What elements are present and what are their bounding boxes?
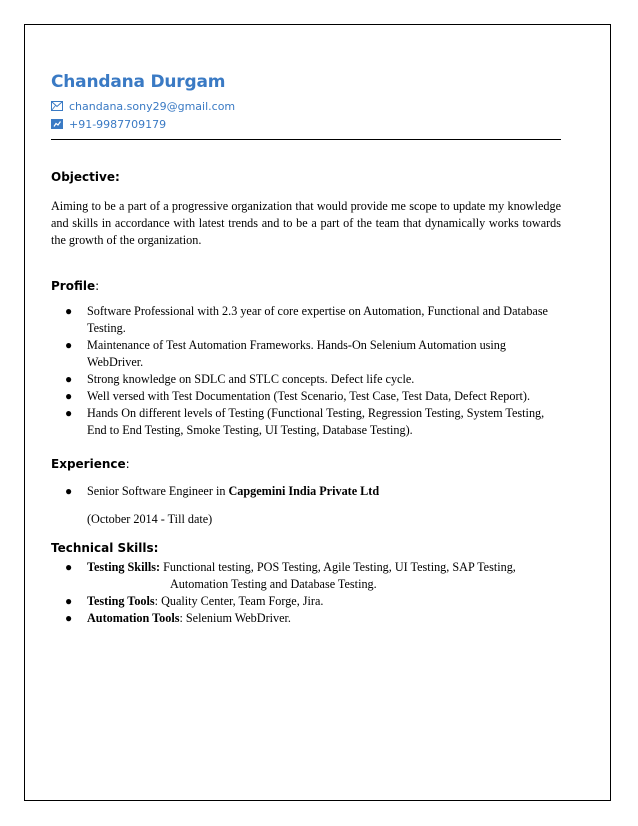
profile-heading-text: Profile (51, 279, 96, 293)
envelope-icon (51, 101, 63, 111)
automation-tools-label: Automation Tools (87, 611, 180, 625)
testing-tools-value: : Quality Center, Team Forge, Jira. (154, 594, 324, 608)
automation-tools-value: : Selenium WebDriver. (179, 611, 291, 625)
list-item: ● Testing Tools: Quality Center, Team Forge, Jira. (65, 594, 324, 608)
list-item: ● Testing Skills: Functional testing, POS Testing, Agile Testing, UI Testing, SAP Testing, Automation Testing and Database Testing. (51, 559, 561, 593)
profile-item-text: Software Professional with 2.3 year of core expertise on Automation, Functional and Database Testing. (87, 304, 548, 335)
testing-tools-label: Testing Tools (87, 594, 155, 608)
profile-heading (51, 279, 561, 293)
experience-duration: (October 2014 - Till date) (87, 512, 213, 526)
objective-heading: Objective: (51, 170, 120, 184)
experience-list (51, 483, 561, 500)
objective-section (51, 170, 561, 249)
profile-item-text: Well versed with Test Documentation (Test Scenario, Test Case, Test Data, Defect Report). (87, 389, 531, 403)
phone-line (51, 115, 561, 133)
list-item: ● Software Professional with 2.3 year of core expertise on Automation, Functional and Database Testing. (65, 304, 548, 335)
list-item: ● Well versed with Test Documentation (Test Scenario, Test Case, Test Data, Defect Report). (65, 389, 531, 403)
technical-skills-section (51, 541, 561, 627)
experience-heading-text: Experience (51, 457, 126, 471)
email-line (51, 97, 561, 115)
profile-section (51, 279, 561, 439)
profile-list (51, 303, 561, 439)
experience-heading (51, 457, 561, 471)
list-item: ● Hands On different levels of Testing (Functional Testing, Regression Testing, System Testing, End to End Testing, Smoke Testing, UI Testing, Database Testing). (65, 406, 545, 437)
list-item: ● Maintenance of Test Automation Frameworks. Hands-On Selenium Automation using WebDriver. (65, 338, 506, 369)
testing-skills-label: Testing Skills: (87, 560, 161, 574)
resume-header (51, 72, 561, 140)
profile-heading-colon: : (95, 279, 100, 293)
candidate-name: Chandana Durgam (51, 72, 226, 92)
list-item: ● Automation Tools: Selenium WebDriver. (65, 611, 291, 625)
objective-text: Aiming to be a part of a progressive organization that would provide me scope to update my knowledge and skills in accordance with latest trends and to be a part of the team that dynamically works towards the growth of the organization. (51, 199, 561, 247)
experience-section (51, 457, 561, 528)
phone-number: +91-9987709179 (69, 117, 167, 131)
testing-skills-line2: Automation Testing and Database Testing. (170, 577, 377, 591)
technical-skills-list (51, 559, 561, 627)
testing-skills-line1: Functional testing, POS Testing, Agile Testing, UI Testing, SAP Testing, (160, 560, 516, 574)
phone-icon (51, 119, 63, 129)
list-item: ● Strong knowledge on SDLC and STLC concepts. Defect life cycle. (65, 372, 415, 386)
experience-company: Capgemini India Private Ltd (228, 484, 380, 498)
profile-item-text: Hands On different levels of Testing (Functional Testing, Regression Testing, System Testing, End to End Testing, Smoke Testing, UI Testing, Database Testing). (87, 406, 545, 437)
profile-item-text: Maintenance of Test Automation Frameworks. Hands-On Selenium Automation using WebDriver. (87, 338, 506, 369)
profile-item-text: Strong knowledge on SDLC and STLC concepts. Defect life cycle. (87, 372, 415, 386)
list-item: ● Senior Software Engineer in Capgemini India Private Ltd (65, 484, 380, 498)
experience-heading-colon: : (125, 457, 130, 471)
resume-content (51, 72, 561, 627)
header-divider (51, 139, 561, 140)
experience-role: Senior Software Engineer in (87, 484, 229, 498)
technical-skills-heading: Technical Skills: (51, 541, 159, 555)
email-address[interactable]: chandana.sony29@gmail.com (69, 99, 236, 113)
